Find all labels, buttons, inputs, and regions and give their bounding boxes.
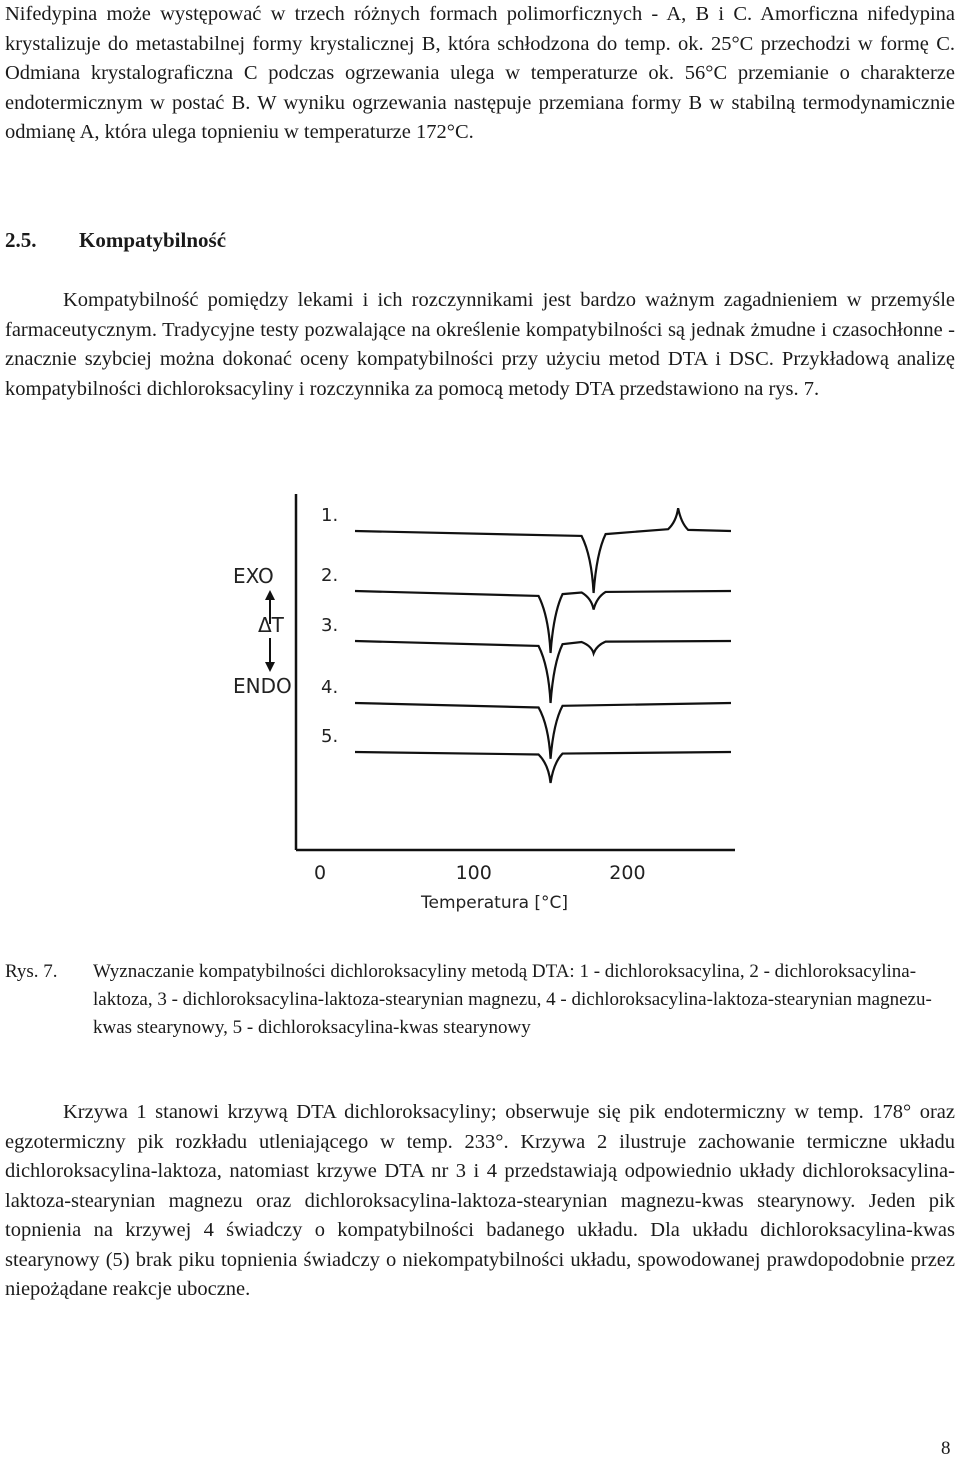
dta-curve-5 (355, 752, 731, 783)
dta-curve-3 (355, 641, 731, 703)
x-axis-label: Temperatura [°C] (421, 893, 569, 913)
intro-paragraph: Nifedypina może występować w trzech różnych formach polimorficznych - A, B i C. Amorficzna nifedypina krystalizuje do metastabilnej formy krystalicznej B, która schłodzona do temp. ok. 25°C przechodzi w formę C. Odmiana krystalograficzna C podczas ogrzewania ulega w temperaturze ok. 56°C przemianie o charakterze endotermicznym w postać B. W wyniku ogrzewania następuje przemiana formy B w stabilną termodynamicznie odmianę A, która ulega topnieniu w temperaturze 172°C. (5, 3, 955, 143)
dta-curve-4 (355, 703, 731, 759)
discussion-paragraph: Krzywa 1 stanowi krzywą DTA dichloroksacyliny; obserwuje się pik endotermiczny w temp. 178° oraz egzotermiczny pik rozkładu utleniającego w temp. 233°. Krzywa 2 ilustruje zachowanie termiczne układu dichloroksacylina-laktoza, natomiast krzywe DTA nr 3 i 4 przedstawiają odpowiednio układy dichloroksacylina-laktoza-stearynian magnezu oraz dichloroksacylina-laktoza-stearynian magnezu-kwas stearynowy. Jeden pik topnienia na krzywej 4 świadczy o kompatybilności badanego układu. Dla układu dichloroksacylina-kwas stearynowy (5) brak piku topnienia świadczy o niekompatybilności układu, spowodowanej prawdopodobnie przez niepożądane reakcje uboczne. (5, 1101, 955, 1300)
x-tick-label-200: 200 (609, 862, 646, 884)
x-tick-label-100: 100 (455, 862, 492, 884)
caption-label: Rys. 7. (5, 961, 58, 982)
compat-paragraph: Kompatybilność pomiędzy lekami i ich rozczynnikami jest bardzo ważnym zagadnieniem w przemyśle farmaceutycznym. Tradycyjne testy pozwalające na określenie kompatybilności są jednak żmudne i czasochłonne - znacznie szybciej można dokonać oceny kompatybilności przy użyciu metod DTA i DSC. Przykładową analizę kompatybilności dichloroksacyliny i rozczynnika za pomocą metody DTA przedstawiono na rys. 7. (5, 289, 955, 400)
endo-label: ENDO (233, 674, 292, 698)
x-tick-label-0: 0 (313, 862, 327, 884)
section-heading (5, 228, 226, 253)
figure-caption (5, 958, 955, 1042)
section-title: Kompatybilność (79, 228, 227, 252)
dta-figure (225, 484, 745, 916)
dta-chart (225, 484, 745, 916)
curve-label-1: 1. (321, 505, 339, 526)
exo-arrow-head (265, 590, 275, 600)
caption-text: Wyznaczanie kompatybilności dichloroksacyliny metodą DTA: 1 - dichloroksacylina, 2 - dichloroksacylina-laktoza, 3 - dichloroksacylina-laktoza-stearynian magnezu, 4 - dichloroksacylina-laktoza-stearynian magnezu-kwas stearynowy, 5 - dichloroksacylina-kwas stearynowy (93, 961, 932, 1038)
exo-label: EXO (233, 564, 274, 588)
curve-label-4: 4. (321, 677, 339, 698)
x-ticks-group (314, 862, 646, 884)
curve-label-3: 3. (321, 615, 339, 636)
curve-label-5: 5. (321, 726, 339, 747)
page-number: 8 (941, 1438, 951, 1459)
section-number: 2.5. (5, 228, 37, 252)
delta-t-label: ΔT (258, 613, 284, 637)
curve-label-2: 2. (321, 565, 339, 586)
curves-group (321, 505, 731, 783)
endo-arrow-head (265, 662, 275, 672)
dta-curve-2 (355, 591, 731, 653)
dta-curve-1 (355, 508, 731, 593)
